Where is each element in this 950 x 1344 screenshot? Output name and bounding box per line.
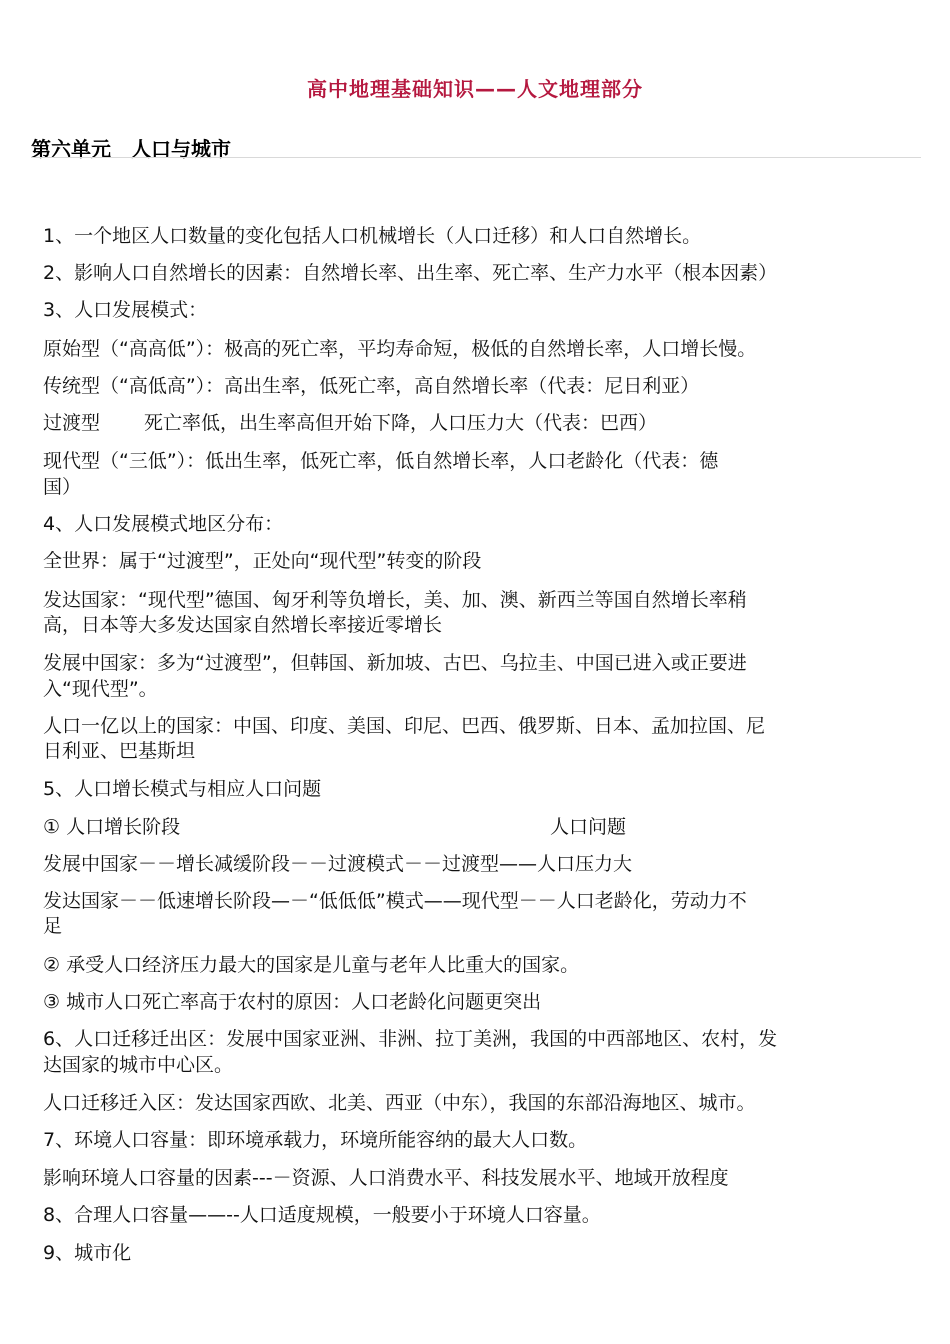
text-line: 现代型（“三低”）：低出生率，低死亡率，低自然增长率，人口老龄化（代表：德 [43,450,719,472]
text-line: 发展中国家：多为“过渡型”，但韩国、新加坡、古巴、乌拉圭、中国已进入或正要进 [43,652,747,674]
text-line: 6、人口迁移迁出区：发展中国家亚洲、非洲、拉丁美洲，我国的中西部地区、农村，发 [43,1028,778,1050]
text-line: 日利亚、巴基斯坦 [43,740,196,762]
text-line: 2、影响人口自然增长的因素：自然增长率、出生率、死亡率、生产力水平（根本因素） [43,262,778,284]
text-line: 发达国家－－低速增长阶段—－“低低低”模式——现代型－－人口老龄化，劳动力不 [43,890,747,912]
document-title: 高中地理基础知识——人文地理部分 [307,77,643,101]
text-line: ③ 城市人口死亡率高于农村的原因：人口老龄化问题更突出 [43,991,542,1013]
text-line: 1、一个地区人口数量的变化包括人口机械增长（人口迁移）和人口自然增长。 [43,225,702,247]
unit-heading: 第六单元 人口与城市 [31,137,231,161]
text-line: 高，日本等大多发达国家自然增长率接近零增长 [43,614,443,636]
text-line: 足 [43,915,63,937]
text-line: 人口迁移迁入区：发达国家西欧、北美、西亚（中东），我国的东部沿海地区、城市。 [43,1092,756,1114]
text-line: 达国家的城市中心区。 [43,1054,234,1076]
text-line: 过渡型 死亡率低，出生率高但开始下降，人口压力大（代表：巴西） [43,412,658,434]
column-heading: 人口问题 [550,816,627,838]
text-line: 人口一亿以上的国家：中国、印度、美国、印尼、巴西、俄罗斯、日本、孟加拉国、尼 [43,715,766,737]
text-line: 原始型（“高高低”）：极高的死亡率，平均寿命短，极低的自然增长率，人口增长慢。 [43,338,757,360]
text-line: 全世界：属于“过渡型”，正处向“现代型”转变的阶段 [43,550,482,572]
text-line: ① 人口增长阶段 [43,816,181,838]
text-line: 发展中国家－－增长减缓阶段－－过渡模式－－过渡型——人口压力大 [43,853,633,875]
text-line: 国） [43,476,82,498]
text-line: ② 承受人口经济压力最大的国家是儿童与老年人比重大的国家。 [43,954,580,976]
heading-divider [31,157,921,158]
text-line: 5、人口增长模式与相应人口问题 [43,778,322,800]
text-line: 传统型（“高低高”）：高出生率，低死亡率，高自然增长率（代表：尼日利亚） [43,375,700,397]
text-line: 4、人口发展模式地区分布： [43,513,284,535]
text-line: 7、环境人口容量：即环境承载力，环境所能容纳的最大人口数。 [43,1129,588,1151]
text-line: 3、人口发展模式： [43,299,208,321]
text-line: 发达国家：“现代型”德国、匈牙利等负增长，美、加、澳、新西兰等国自然增长率稍 [43,589,747,611]
text-line: 入“现代型”。 [43,678,158,700]
text-line: 9、城市化 [43,1242,132,1264]
text-line: 8、合理人口容量——--人口适度规模，一般要小于环境人口容量。 [43,1204,601,1226]
text-line: 影响环境人口容量的因素---－资源、人口消费水平、科技发展水平、地域开放程度 [43,1167,729,1189]
